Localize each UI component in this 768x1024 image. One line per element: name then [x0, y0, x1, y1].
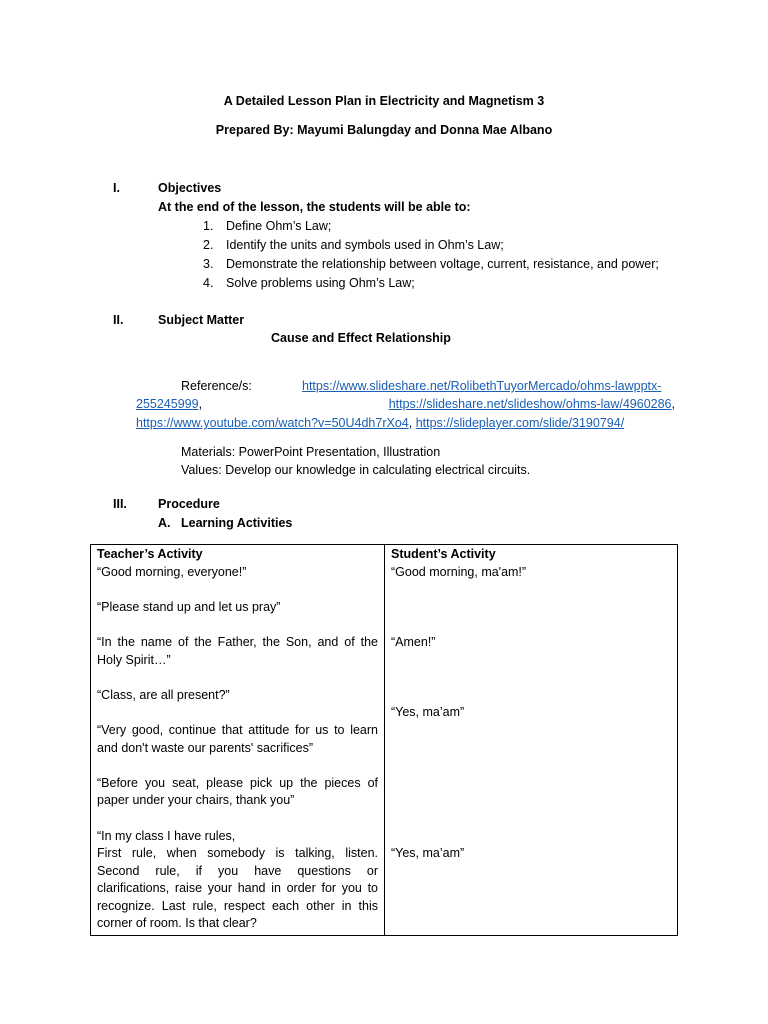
teacher-line: “Before you seat, please pick up the pieces of paper under your chairs, thank you”: [97, 775, 378, 808]
reference-link-1[interactable]: https://www.slideshare.net/RolibethTuyorMercado/ohms-lawpptx-: [302, 379, 662, 393]
section-numeral-3: III.: [113, 497, 127, 511]
document-title: A Detailed Lesson Plan in Electricity and Magnetism 3: [223, 94, 545, 108]
teacher-line: “Please stand up and let us pray”: [97, 599, 281, 614]
section-numeral-2: II.: [113, 313, 124, 327]
objective-number: 3.: [203, 257, 214, 271]
reference-link-2-wrap: [389, 397, 675, 411]
reference-link-3[interactable]: https://www.youtube.com/watch?v=50U4dh7rXo4: [136, 416, 409, 430]
subject-topic: Cause and Effect Relationship: [271, 331, 451, 345]
activities-table: [90, 544, 678, 936]
objective-item: Identify the units and symbols used in Ohm’s Law;: [226, 238, 504, 252]
values-text: Values: Develop our knowledge in calculating electrical circuits.: [181, 463, 531, 477]
teacher-line: “In the name of the Father, the Son, and of the Holy Spirit…”: [97, 634, 378, 667]
teacher-rules-text: First rule, when somebody is talking, listen. Second rule, if you have questions or clarifications, raise your hand in order for you to recognize. Last rule, respect each other in this corner of room. Is that clear?: [97, 846, 378, 931]
comma: ,: [408, 416, 413, 430]
subsection-letter: A.: [158, 516, 171, 530]
reference-line-2: [136, 397, 678, 411]
objective-number: 4.: [203, 276, 214, 290]
student-line: “Yes, ma’am”: [391, 705, 465, 720]
teacher-activity-cell: [91, 545, 385, 936]
objective-number: 2.: [203, 238, 214, 252]
objective-item: Demonstrate the relationship between voltage, current, resistance, and power;: [226, 257, 659, 271]
reference-link-2[interactable]: https://slideshare.net/slideshow/ohms-law/4960286: [388, 397, 672, 411]
student-activity-cell: [385, 545, 678, 936]
teacher-line: “Good morning, everyone!”: [97, 564, 247, 579]
section-numeral-1: I.: [113, 181, 120, 195]
table-row: [91, 545, 678, 936]
student-line: “Good morning, ma'am!”: [391, 564, 527, 579]
comma: ,: [198, 397, 203, 411]
teacher-line: “Class, are all present?”: [97, 687, 230, 702]
reference-link-4[interactable]: https://slideplayer.com/slide/3190794/: [415, 416, 625, 430]
reference-label: Reference/s:: [181, 379, 252, 393]
student-activity-header: Student’s Activity: [391, 547, 496, 561]
student-line: “Amen!”: [391, 634, 436, 649]
objective-item: Define Ohm’s Law;: [226, 219, 332, 233]
objective-item: Solve problems using Ohm’s Law;: [226, 276, 415, 290]
teacher-line: “In my class I have rules,: [97, 828, 236, 843]
objectives-heading: Objectives: [158, 181, 222, 195]
teacher-line: “Very good, continue that attitude for us to learn and don't waste our parents' sacrifices”: [97, 722, 378, 755]
learning-activities-heading: Learning Activities: [181, 516, 293, 530]
objective-number: 1.: [203, 219, 214, 233]
student-line: “Yes, ma’am”: [391, 846, 465, 861]
prepared-by: Prepared By: Mayumi Balungday and Donna Mae Albano: [215, 123, 553, 137]
comma: ,: [671, 397, 675, 411]
procedure-heading: Procedure: [158, 497, 220, 511]
materials-text: Materials: PowerPoint Presentation, Illustration: [181, 445, 441, 459]
objectives-intro: At the end of the lesson, the students will be able to:: [158, 200, 471, 214]
teacher-activity-header: Teacher’s Activity: [97, 547, 203, 561]
subject-matter-heading: Subject Matter: [158, 313, 245, 327]
reference-line-3: [136, 416, 624, 430]
reference-link-1-continued[interactable]: 255245999: [136, 397, 199, 411]
